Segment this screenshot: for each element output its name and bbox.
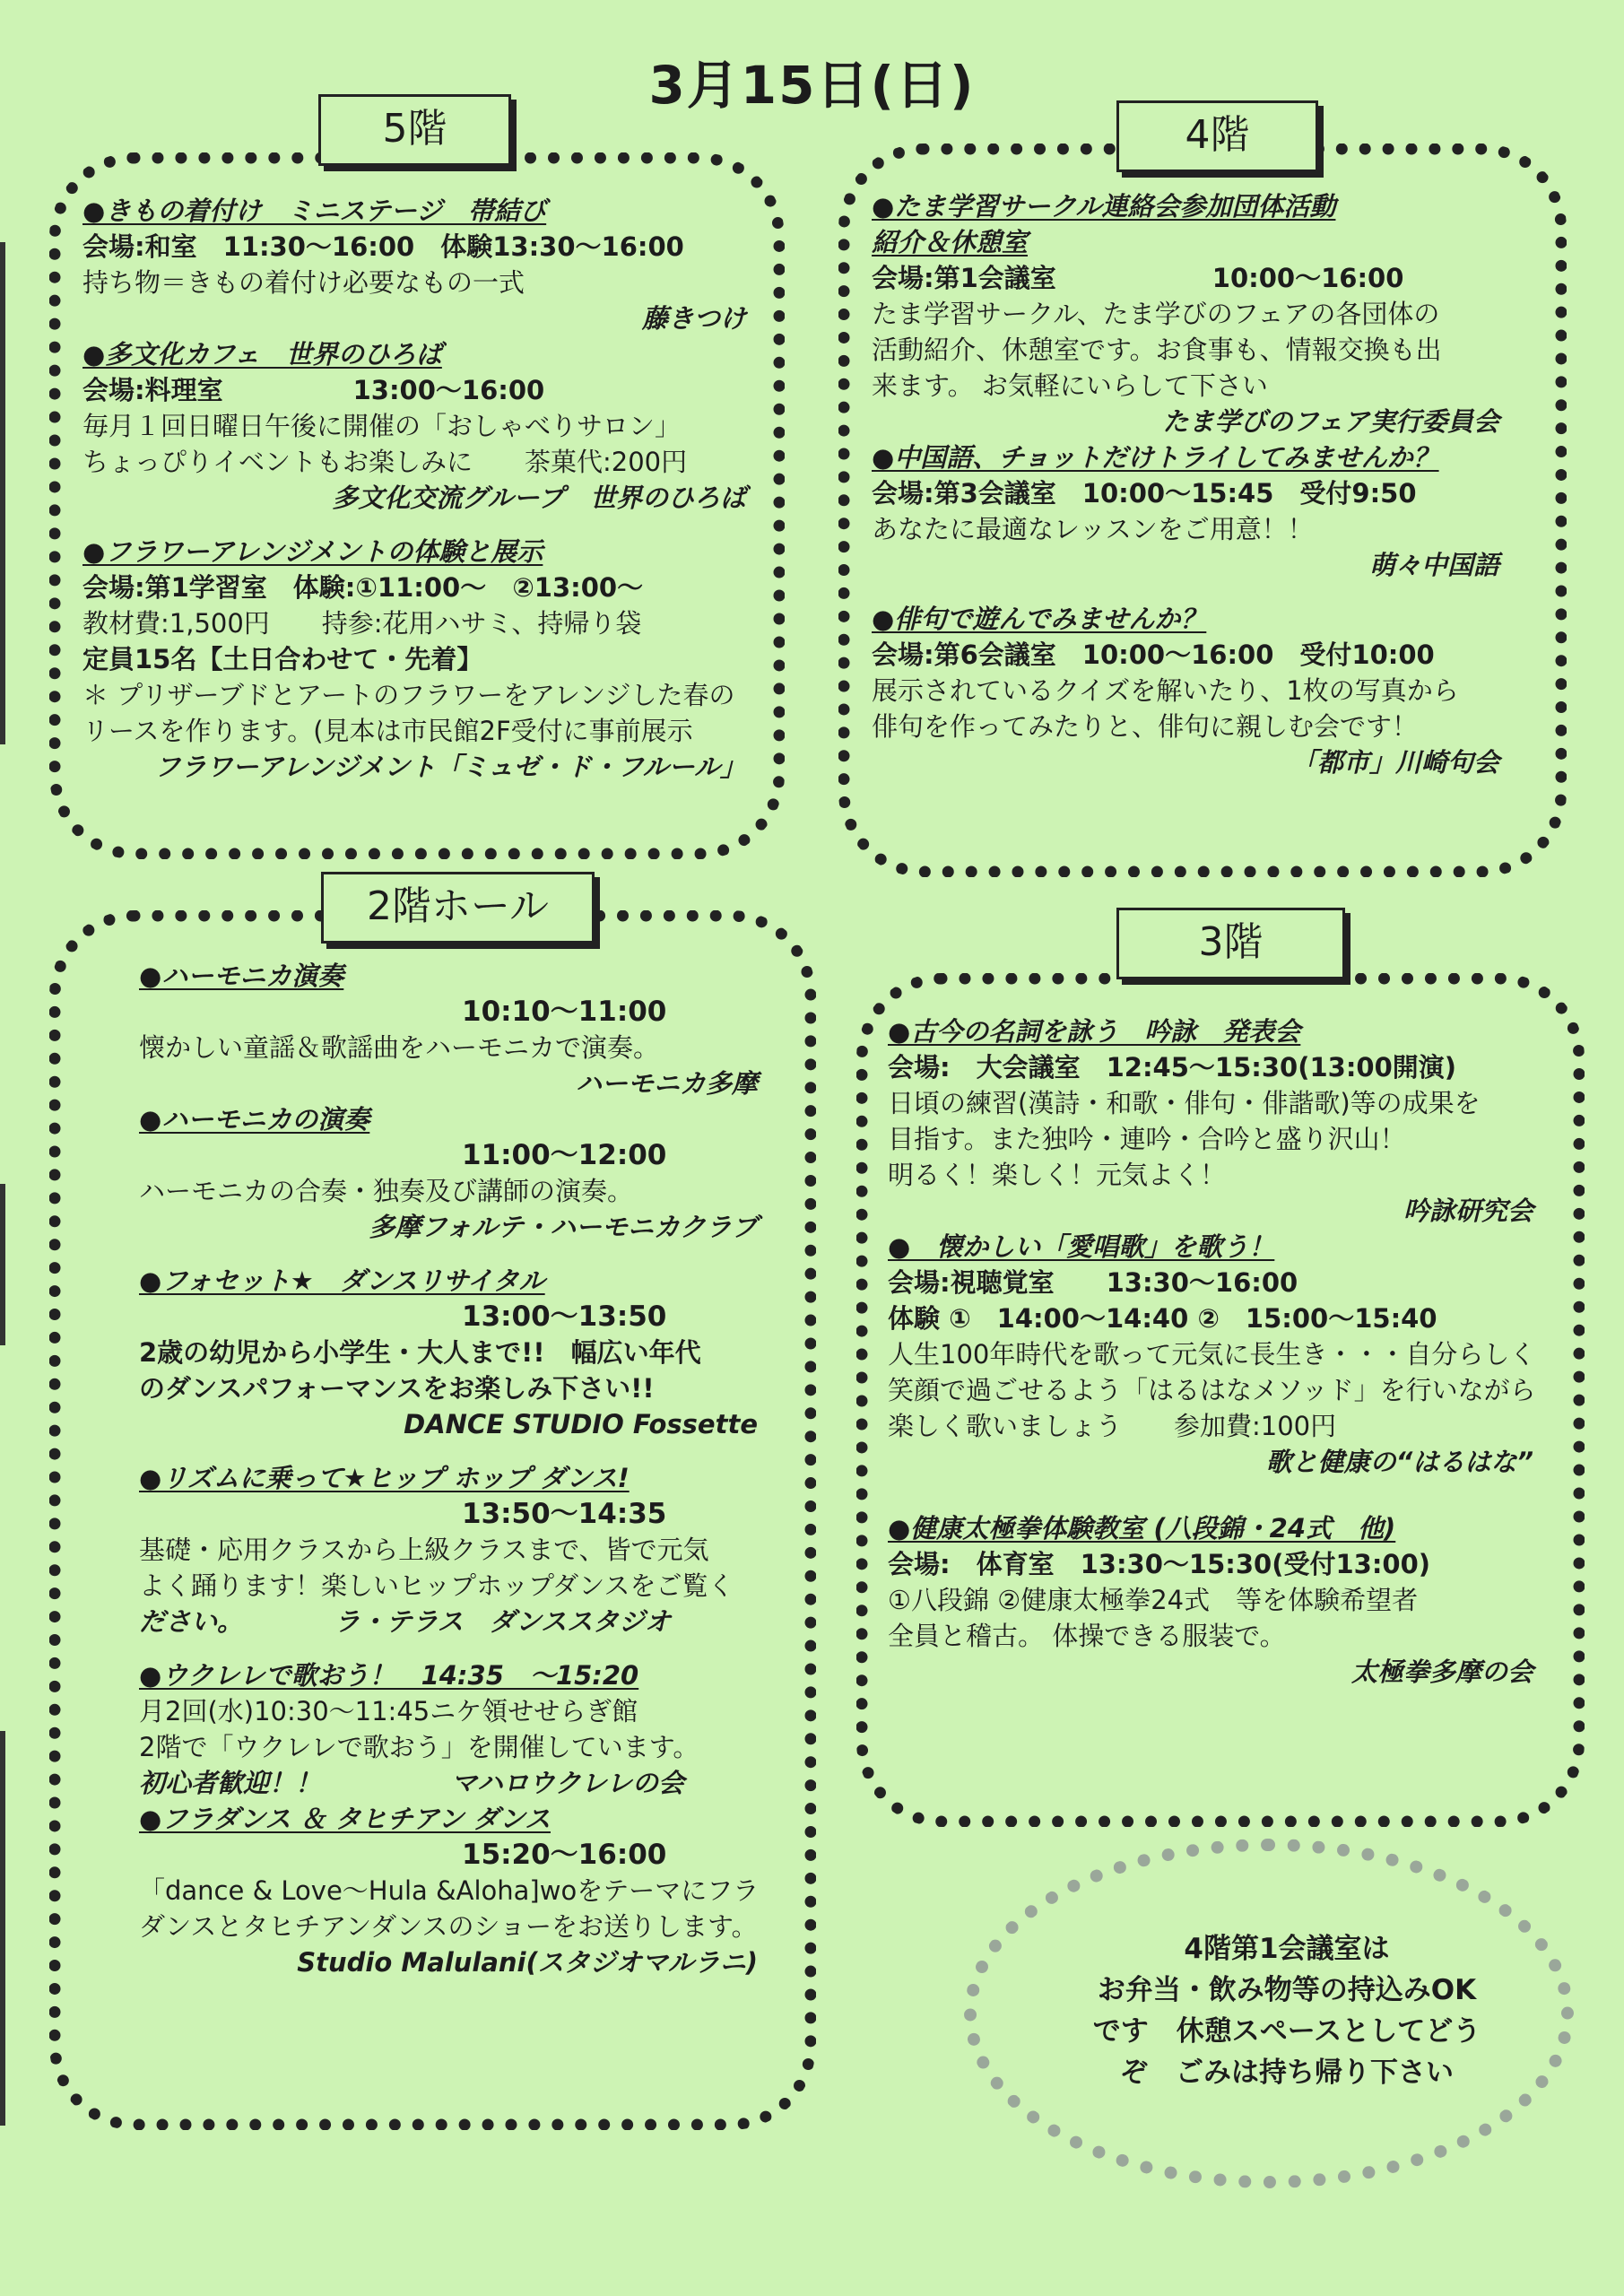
- event-detail: 会場:視聴覚室 13:30〜16:00: [888, 1267, 1298, 1298]
- spacer: [139, 1442, 758, 1460]
- event-description: 日頃の練習(漢詩・和歌・俳句・俳諧歌)等の成果を: [888, 1088, 1481, 1118]
- event-description: 懐かしい童謡＆歌謡曲をハーモニカで演奏。: [139, 1032, 660, 1063]
- event-detail: のダンスパフォーマンスをお楽しみ下さい!!: [139, 1373, 655, 1404]
- organizer-name: 藤きつけ: [641, 303, 746, 334]
- event-heading: ●リズムに乗って★ヒップ ホップ ダンス!: [139, 1463, 630, 1493]
- organizer-name: たま学びのフェア実行委員会: [1162, 406, 1499, 437]
- event-description: 基礎・応用クラスから上級クラスまで、皆で元気: [139, 1535, 709, 1565]
- event-detail: 初心者歓迎！！ マハロウクレレの会: [139, 1768, 684, 1798]
- note-line: です 休憩スペースとしてどう: [1092, 2015, 1481, 2048]
- scan-edge-mark: [0, 1731, 5, 2126]
- event-detail: 会場:第1会議室 10:00〜16:00: [872, 263, 1404, 293]
- event-detail: 会場:料理室 13:00〜16:00: [83, 375, 545, 405]
- floor3-tag: 3階: [1116, 908, 1345, 979]
- event-heading: ●フォセット★ ダンスリサイタル: [139, 1265, 545, 1296]
- organizer-name: 多摩フォルテ・ハーモニカクラブ: [369, 1212, 758, 1242]
- scan-edge-mark: [0, 242, 5, 744]
- event-detail: 会場:和室 11:30〜16:00 体験13:30〜16:00: [83, 231, 684, 262]
- note-line: ぞ ごみは持ち帰り下さい: [1120, 2057, 1454, 2089]
- event-heading: ●フラダンス ＆ タヒチアン ダンス: [139, 1804, 551, 1834]
- event-heading: ●健康太極拳体験教室 (八段錦・24式 他): [888, 1513, 1396, 1544]
- floor5-tag: 5階: [318, 94, 511, 166]
- event-description: 笑顔で過ごせるよう「はるはなメソッド」を行いながら: [888, 1375, 1536, 1405]
- event-description: 「dance & Love〜Hula &Aloha]woをテーマにフラ: [139, 1875, 760, 1906]
- event-detail: 2歳の幼児から小学生・大人まで!! 幅広い年代: [139, 1337, 701, 1368]
- organizer-name: DANCE STUDIO Fossette: [404, 1409, 758, 1439]
- event-description: 人生100年時代を歌って元気に長生き・・・自分らしく: [888, 1339, 1536, 1370]
- organizer-name: ハーモニカ多摩: [575, 1068, 758, 1099]
- organizer-name: 吟詠研究会: [1403, 1196, 1533, 1226]
- event-heading: ●ハーモニカ演奏: [139, 961, 344, 991]
- event-heading: ●俳句で遊んでみませんか？: [872, 604, 1207, 634]
- event-description: 活動紹介、休憩室です。お食事も、情報交換も出: [872, 335, 1442, 365]
- event-heading: ●中国語、チョットだけトライしてみませんか？: [872, 442, 1439, 473]
- event-description: 教材費:1,500円 持参:花用ハサミ、持帰り袋: [83, 608, 642, 639]
- organizer-name: 萌々中国語: [1368, 550, 1499, 580]
- event-description: 持ち物＝きもの着付け必要なもの一式: [83, 267, 525, 298]
- event-description: 展示されているクイズを解いたり、1枚の写真から: [872, 675, 1459, 706]
- event-heading: ● 懐かしい「愛唱歌」を歌う！: [888, 1231, 1275, 1262]
- event-heading: ●たま学習サークル連絡会参加団体活動: [872, 191, 1336, 222]
- event-description: 来ます。 お気軽にいらして下さい: [872, 370, 1268, 401]
- organizer-name: 多文化交流グループ 世界のひろば: [332, 483, 746, 513]
- spacer: [83, 516, 746, 534]
- spacer: [139, 1245, 758, 1263]
- spacer: [872, 583, 1499, 601]
- event-time: 15:20〜16:00: [462, 1839, 667, 1871]
- note-line: 4階第1会議室は: [1184, 1933, 1390, 1965]
- event-description: 2階で「ウクレレで歌おう」を開催しています。: [139, 1732, 699, 1762]
- event-description: ちょっぴりイベントもお楽しみに 茶菓代:200円: [83, 447, 688, 477]
- event-heading: ●ハーモニカの演奏: [139, 1104, 370, 1135]
- scan-edge-mark: [0, 1184, 5, 1345]
- floor5-content: [83, 193, 746, 785]
- event-description: あなたに最適なレッスンをご用意！！: [872, 514, 1314, 544]
- event-time: 13:00〜13:50: [462, 1300, 667, 1333]
- note-line: お弁当・飲み物等の持込みOK: [1097, 1974, 1477, 2006]
- organizer-name: 太極拳多摩の会: [1350, 1657, 1533, 1687]
- page-title: 3月15日(日): [648, 55, 976, 116]
- event-time: 10:10〜11:00: [462, 996, 667, 1028]
- organizer-name: 歌と健康の“はるはな”: [1265, 1447, 1533, 1477]
- event-detail: 体験 ① 14:00〜14:40 ② 15:00〜15:40: [888, 1303, 1437, 1334]
- event-description: たま学習サークル、たま学びのフェアの各団体の: [872, 299, 1440, 329]
- floor3-content: [888, 1013, 1536, 1690]
- organizer-name: フラワーアレンジメント「ミュゼ・ド・フルール」: [154, 752, 746, 782]
- event-heading: 紹介＆休憩室: [872, 227, 1029, 257]
- event-time: 13:50〜14:35: [462, 1498, 667, 1530]
- event-time: 11:00〜12:00: [462, 1139, 667, 1171]
- floor2-tag: 2階ホール: [321, 872, 595, 944]
- event-heading: ●古今の名詞を詠う 吟詠 発表会: [888, 1016, 1301, 1047]
- event-detail: 会場:第6会議室 10:00〜16:00 受付10:00: [872, 639, 1435, 670]
- event-description: 毎月１回日曜日午後に開催の「おしゃべりサロン」: [83, 411, 682, 441]
- event-detail: 会場:第1学習室 体験:①11:00〜 ②13:00〜: [83, 572, 644, 603]
- floor4-tag: 4階: [1116, 100, 1318, 172]
- event-description: ダンスとタヒチアンダンスのショーをお送りします。: [139, 1911, 758, 1942]
- organizer-name: Studio Malulani(スタジオマルラニ): [297, 1947, 758, 1978]
- event-description: ①八段錦 ②健康太極拳24式 等を体験希望者: [888, 1585, 1419, 1615]
- floor4-content: [872, 188, 1499, 780]
- event-heading: ●フラワーアレンジメントの体験と展示: [83, 536, 543, 567]
- event-heading: ●きもの着付け ミニステージ 帯結び: [83, 196, 547, 226]
- event-description: 全員と稽古。 体操できる服装で。: [888, 1621, 1286, 1651]
- event-description: 目指す。また独吟・連吟・合吟と盛り沢山！: [888, 1124, 1406, 1154]
- event-description: 月2回(水)10:30〜11:45ニケ領せせらぎ館: [139, 1696, 638, 1726]
- event-heading: ●ウクレレで歌おう！ 14:35 〜15:20: [139, 1660, 639, 1691]
- organizer-name: 「都市」川崎句会: [1290, 747, 1499, 778]
- event-detail: 会場:第3会議室 10:00〜15:45 受付9:50: [872, 478, 1417, 509]
- event-description: よく踊ります！楽しいヒップホップダンスをご覧く: [139, 1570, 734, 1601]
- event-description: 明るく！楽しく！元気よく！: [888, 1160, 1227, 1190]
- spacer: [139, 1639, 758, 1657]
- event-description: 俳句を作ってみたりと、俳句に親しむ会です！: [872, 711, 1419, 742]
- event-description: ＊ プリザーブドとアートのフラワーをアレンジした春の: [83, 680, 735, 710]
- floor2-content: [139, 958, 758, 1980]
- event-detail: 会場: 大会議室 12:45〜15:30(13:00開演): [888, 1052, 1457, 1083]
- event-detail: 会場: 体育室 13:30〜15:30(受付13:00): [888, 1549, 1431, 1579]
- event-description: リースを作ります。(見本は市民館2F受付に事前展示: [83, 716, 693, 746]
- event-heading: ●多文化カフェ 世界のひろば: [83, 339, 442, 370]
- event-detail: ださい。 ラ・テラス ダンススタジオ: [139, 1606, 672, 1637]
- event-description: 楽しく歌いましょう 参加費:100円: [888, 1411, 1337, 1441]
- event-description: ハーモニカの合奏・独奏及び講師の演奏。: [139, 1176, 634, 1206]
- event-detail: 定員15名【土日合わせて・先着】: [83, 644, 483, 674]
- spacer: [888, 1480, 1533, 1510]
- note-text: [1036, 1928, 1538, 2093]
